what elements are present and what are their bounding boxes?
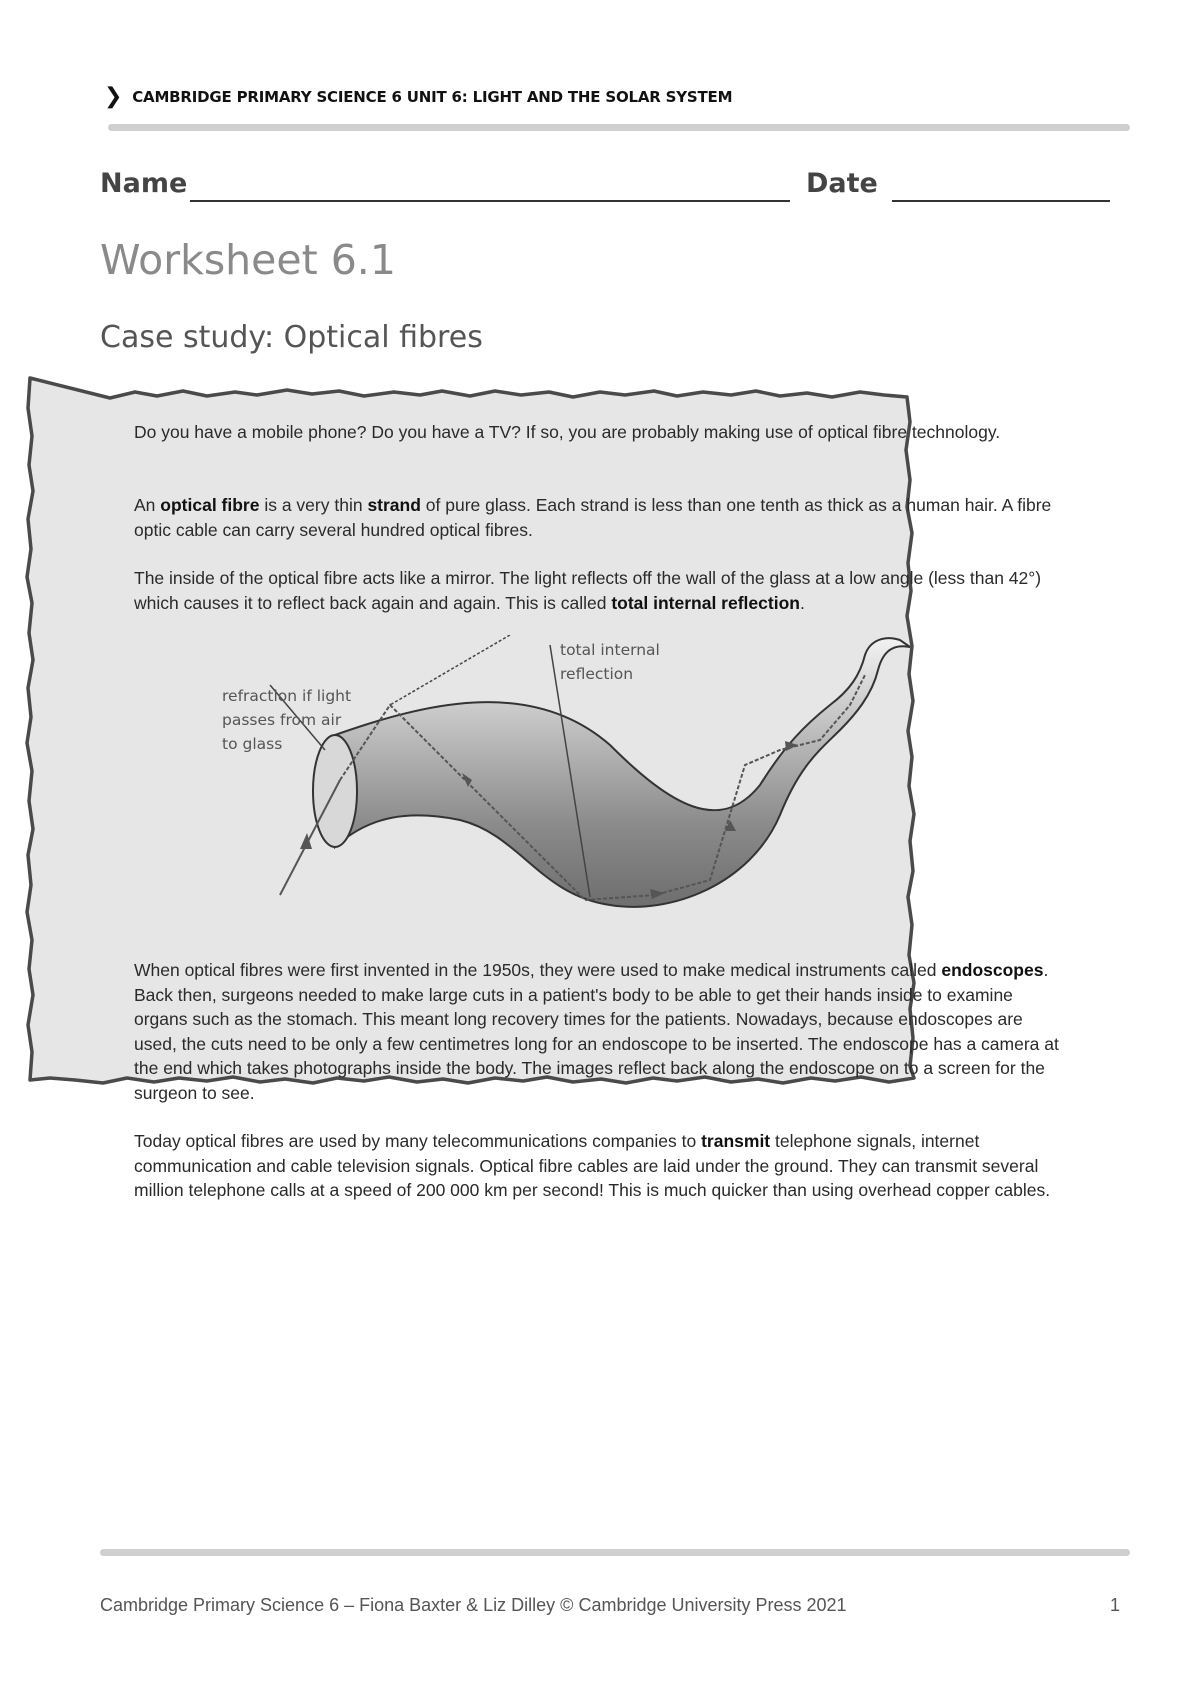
- term-total-internal-reflection: total internal reflection: [611, 592, 800, 613]
- p2-text-post: of pure glass. Each strand is less than one tenth as thick as a human hair. A fibre optic cable can carry several hundred optical fibres.: [134, 495, 1052, 540]
- p3-text-pre: The inside of the optical fibre acts like a mirror. The light reflects off the wall of the glass at a low angle (less than 42°) which causes it to reflect back again and again. This is called: [134, 568, 1042, 613]
- paragraph-intro: Do you have a mobile phone? Do you have a TV? If so, you are probably making use of optical fibre technology.: [134, 422, 1001, 442]
- term-transmit: transmit: [701, 1131, 771, 1151]
- date-label: Date: [806, 168, 878, 199]
- footer-credit: Cambridge Primary Science 6 – Fiona Baxter & Liz Dilley © Cambridge University Press 2021: [100, 1595, 847, 1615]
- name-label: Name: [100, 168, 188, 199]
- paragraph-telecommunications: [134, 1129, 1069, 1203]
- tir-leader-1: [390, 635, 510, 705]
- page-number: 1: [1110, 1595, 1121, 1615]
- label-total-internal-reflection: total internal reflection: [560, 641, 660, 683]
- p4-text-post: . Back then, surgeons needed to make large cuts in a patient's body to be able to get their hands inside to examine organs such as the stomach. This meant long recovery times for the patients. Nowadays, because endoscopes are used, the cuts need to be only a few centimetres long for an endoscope to be inserted. The endoscope has a camera at the end which takes photographs inside the body. The images reflect back along the endoscope on to a screen for the surgeon to see.: [134, 960, 1059, 1103]
- worksheet-subtitle: Case study: Optical fibres: [100, 320, 483, 355]
- term-endoscopes: endoscopes: [941, 960, 1044, 980]
- p3-text-post: .: [799, 592, 805, 613]
- term-optical-fibre: optical fibre: [160, 495, 260, 515]
- footer-divider: [100, 1549, 1130, 1556]
- worksheet-title: Worksheet 6.1: [100, 236, 396, 284]
- p5-text-post: telephone signals, internet communication and cable television signals. Optical fibre cables are laid under the ground. They can transmit several million telephone calls at a speed of 200 000 km per second! This is much quicker than using overhead copper cables.: [134, 1131, 1051, 1200]
- label-refraction: refraction if light passes from air to glass: [222, 687, 352, 753]
- p5-text-pre: Today optical fibres are used by many telecommunications companies to: [134, 1131, 702, 1151]
- term-strand: strand: [367, 495, 421, 515]
- paragraph-optical-fibre: [134, 493, 1069, 542]
- p4-text-pre: When optical fibres were first invented in the 1950s, they were used to make medical instruments called: [134, 960, 942, 980]
- chevron-right-icon: ❯: [104, 84, 123, 109]
- paragraph-reflection: [134, 566, 1069, 615]
- p2-text-pre: An: [134, 495, 161, 515]
- running-header-text: CAMBRIDGE PRIMARY SCIENCE 6 UNIT 6: LIGHT AND THE SOLAR SYSTEM: [132, 88, 733, 106]
- p2-text-mid: is a very thin: [259, 495, 368, 515]
- paragraph-endoscopes: [134, 958, 1069, 1105]
